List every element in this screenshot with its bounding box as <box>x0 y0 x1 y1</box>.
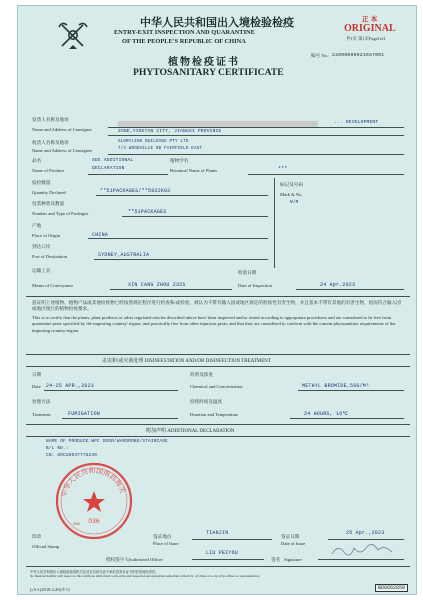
consignor-label-cn: 发货人名称及地址 <box>32 117 69 122</box>
original-mark-cn: 正 本 <box>362 15 378 23</box>
conveyance-label-en: Means of Conveyance <box>32 283 74 288</box>
officer-label-cn: 授权签字人 <box>106 557 129 562</box>
destination-label-en: Port of Destination <box>32 254 67 259</box>
header-title-en-1: ENTRY-EXIT INSPECTION AND QUARANTINE <box>114 29 255 36</box>
inspection-date-label-en: Date of Inspection <box>238 283 272 288</box>
officer-label-en: Authorized Officer <box>128 557 163 562</box>
packages-label-en: Number and Type of Packages <box>32 211 89 216</box>
conveyance-label-cn: 运输工具 <box>32 268 51 273</box>
treatment-method-label-en: Treatment <box>32 412 51 417</box>
marks-label-cn: 标记及号码 <box>280 182 303 187</box>
duration-label-cn: 持续时间及温度 <box>190 399 223 404</box>
packages-value: **51PACKAGES <box>128 209 167 215</box>
botanical-value: *** <box>278 166 288 172</box>
stamp-label-en: Official Stamp <box>32 544 60 549</box>
additional-title: 附加声明 ADDITIONAL DECLARATION <box>146 429 235 434</box>
chemical-value: METHYL BROMIDE,56G/M³ <box>302 383 370 389</box>
treatment-title: 杀虫和/或灭菌处理 DISINFESTATION AND/OR DISINFECTION TREATMENT <box>102 359 271 364</box>
consignee-name: GLORYLINK BUILDING PTY LTD <box>118 140 189 144</box>
date-of-issue-label-en: Date of Issue <box>281 541 306 546</box>
treatment-date-value: 24-25 APR.,2023 <box>46 383 95 389</box>
produce-value-1: SEE ADDITIONAL <box>92 158 134 163</box>
stamp-number: 036 <box>73 521 80 526</box>
svg-text:中华人民共和国南昌海关: 中华人民共和国南昌海关 <box>60 466 127 498</box>
treatment-method-label-cn: 处理方法 <box>32 399 51 404</box>
stamp-label-cn: 印章 <box>32 534 42 539</box>
treatment-date-label-cn: 日期 <box>32 372 42 377</box>
inspection-date-value: 24 Apr.2023 <box>320 282 356 288</box>
date-of-issue-value: 25 Apr.,2023 <box>346 530 385 536</box>
additional-line-1: NAME OF PRODUCE:WPC DOOR/WARDROBE/STAIRCASE <box>46 439 168 444</box>
produce-value-2: DECLARATION <box>92 166 125 171</box>
date-of-issue-label-cn: 签证日期 <box>281 534 300 539</box>
destination-value: SYDNEY,AUSTRALIA <box>98 252 150 258</box>
quarantine-emblem-icon <box>56 18 90 52</box>
signature-label-cn: 签名 <box>271 557 281 562</box>
svg-text:036: 036 <box>88 518 100 525</box>
quantity-label-en: Quantity Declared <box>32 190 66 195</box>
signature-scribble-icon <box>328 542 398 560</box>
form-code: [c5-1(2018.4.20)＊1] <box>30 587 70 592</box>
page-count: 共1页 第1页Page1of1 <box>346 36 386 41</box>
original-mark-en: ORIGINAL <box>344 23 396 34</box>
cert-title-cn: 植物检疫证书 <box>168 57 240 68</box>
treatment-date-label-en: Date <box>32 384 41 389</box>
treatment-method-value: FUMIGATION <box>68 411 101 417</box>
header-title-en-2: OF THE PEOPLE'S REPUBLIC OF CHINA <box>122 38 246 45</box>
origin-value: CHINA <box>92 232 109 238</box>
botanical-label-cn: 植物学名 <box>170 158 189 163</box>
consignee-label-en: Name and Address of Consignee <box>32 148 93 153</box>
destination-label-cn: 到达口岸 <box>32 244 51 249</box>
additional-line-2: B/L NO.: <box>46 446 69 451</box>
serial-number: BD0662850 <box>375 584 408 592</box>
marks-value: N/M <box>290 200 299 205</box>
disclaimer-cn: 中华人民共和国出入境检验检疫机关及其官员或代表不承担签发本证书的任何财经责任。 <box>30 570 159 574</box>
consignor-address: ZONE,YINGTAN CITY, JIANGXI PROVINCE <box>118 129 222 134</box>
chemical-label-cn: 药剂及浓度 <box>190 372 213 377</box>
consignee-address: 7/4 WOODVILLE RD FAIRFIELD EAST <box>118 147 203 151</box>
quantity-value: **51PACKAGES/**5932KGS <box>100 188 171 194</box>
chemical-label-en: Chemical and Concentration <box>190 384 243 389</box>
consignee-label-cn: 收货人名称及地址 <box>32 140 69 145</box>
produce-label-en: Name of Produce <box>32 168 65 173</box>
quantity-label-cn: 报检数量 <box>32 180 51 185</box>
consignor-name: ... DEVELOPMENT <box>334 120 379 125</box>
place-of-issue-value: TIANJIN <box>206 530 229 536</box>
disclaimer-en: No financial liability with respect to this certificate shall attach to the entry-exit inspection and quarantine authorities of the P. R. of China or to any of its officers or representatives. <box>30 574 260 578</box>
cert-title-en: PHYTOSANITARY CERTIFICATE <box>133 67 284 78</box>
origin-label-en: Place of Origin <box>32 233 61 238</box>
marks-label-en: Mark & No. <box>280 192 303 197</box>
duration-label-en: Duration and Temperature <box>190 412 239 417</box>
inspection-date-label-cn: 检验日期 <box>238 270 257 275</box>
place-of-issue-label-en: Place of Issue <box>153 541 179 546</box>
additional-line-3: CN: OOCU8037776230 <box>46 453 98 458</box>
duration-value: 24 HOURS, 16℃ <box>304 411 349 417</box>
cert-no-label: 编号 No.: <box>311 53 330 58</box>
certificate-paper <box>17 5 417 595</box>
consignor-label-en: Name and Address of Consignor <box>32 127 92 132</box>
place-of-issue-label-cn: 签证地点 <box>153 534 172 539</box>
produce-label-cn: 品名 <box>32 158 42 163</box>
botanical-label-en: Botanical Name of Plants <box>170 168 218 173</box>
origin-label-cn: 产地 <box>32 223 42 228</box>
cert-no-value: 22000000021657001 <box>332 52 385 58</box>
certification-text-cn: 兹证明上述植物、植物产品或其他检疫物已经按照规定程序进行检查和/或检验，被认为不带有输入国或地区规定的检疫性有害生物，并且基本不带有其他的有害生物，因而符合输入国或地区现行的植物检疫要求。 <box>32 300 401 312</box>
signature-label-en: Signature <box>284 557 302 562</box>
packages-label-cn: 包装种类及数量 <box>32 201 65 206</box>
officer-value: LIU PEIYOU <box>206 550 239 556</box>
conveyance-value: XIN CANG ZHOU 232S <box>128 282 186 288</box>
header-title-cn: 中华人民共和国出入境检验检疫 <box>140 16 294 29</box>
official-seal-icon <box>54 461 134 541</box>
certification-text-en: This is to certify that the plants, plant products or other regulated articles described above have been inspected and/or tested according to appropriate procedures and are considered to be free from quarantine pests specified by the importing country/ region, and practically free from other injurious pests; and that they are considered to conform with the current phytosanitary requirements of the importing country/region. <box>32 315 396 333</box>
